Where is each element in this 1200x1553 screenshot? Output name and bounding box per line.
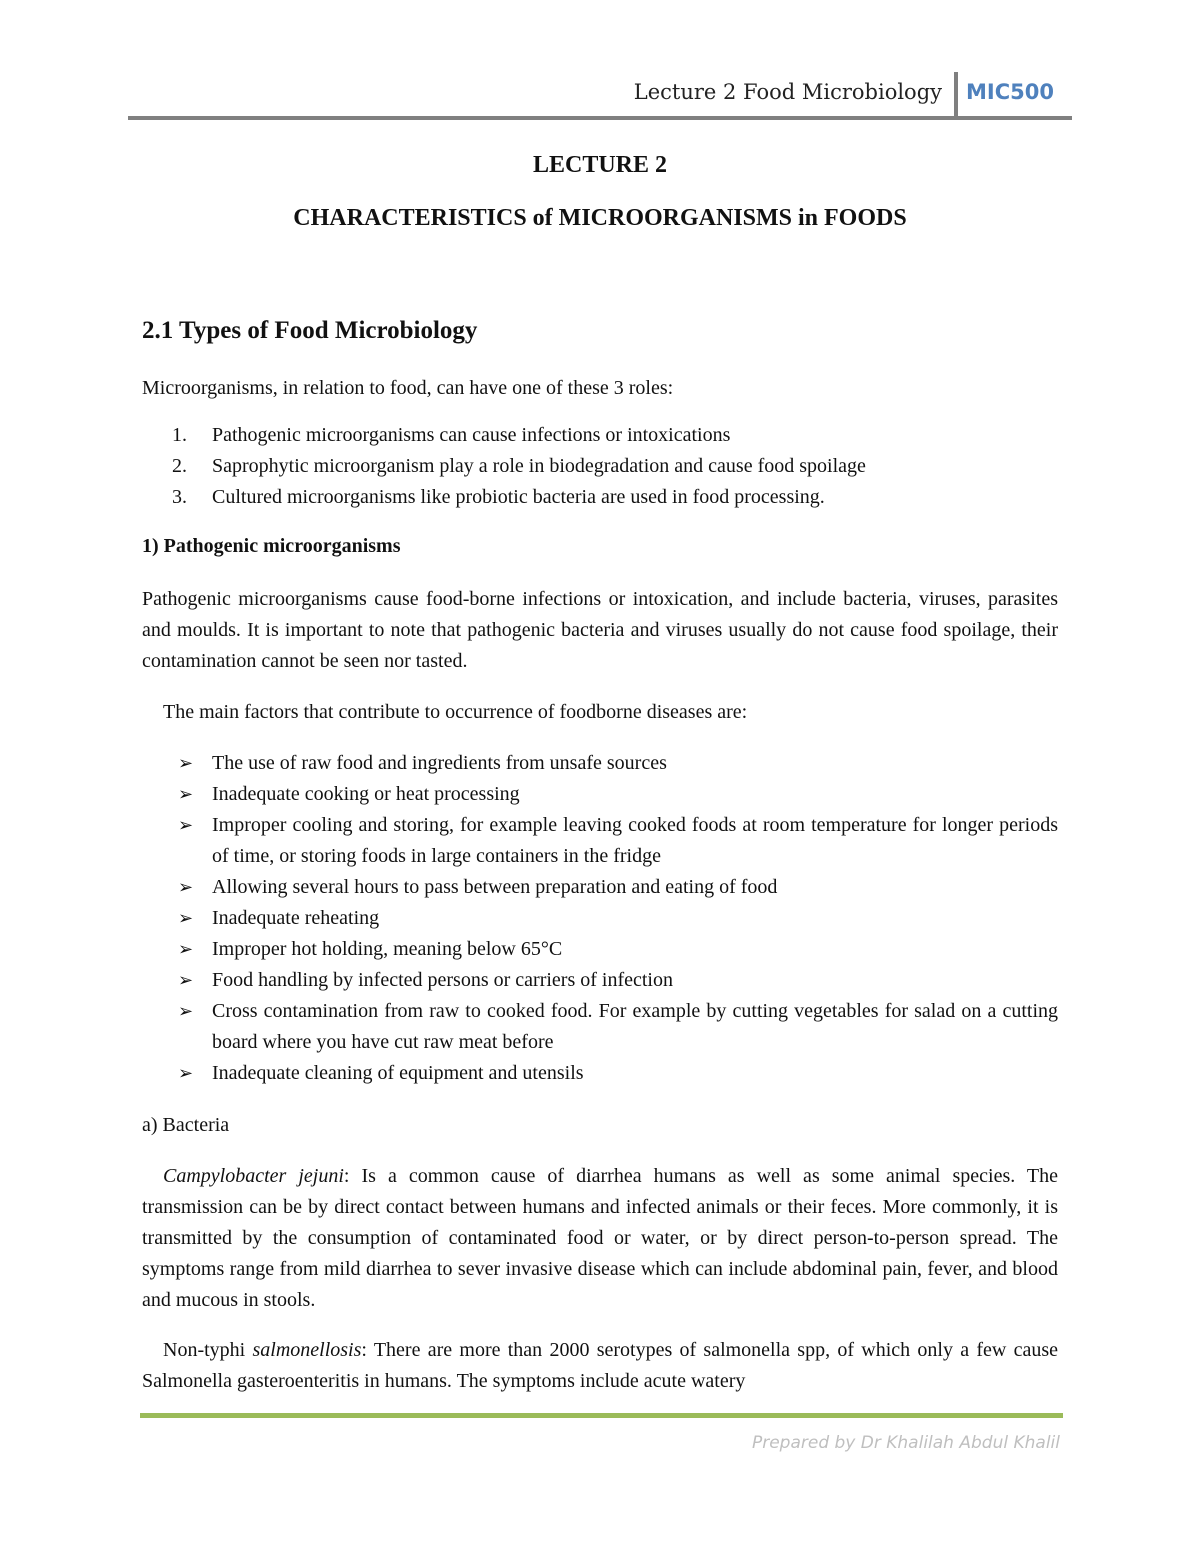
- bullet-text: Improper cooling and storing, for example leaving cooked foods at room temperature for longer periods of time, or storing foods in large containers in the fridge: [212, 814, 1058, 867]
- bullet-text: Allowing several hours to pass between preparation and eating of food: [212, 876, 778, 898]
- campylobacter-text: : Is a common cause of diarrhea humans as well as some animal species. The transmission can be by direct contact between humans and infected animals or their feces. More commonly, it is transmitted by the consumption of contaminated food or water, or by direct person-to-person spread. The symptoms range from mild diarrhea to sever invasive disease which can include abdominal pain, fever, and blood and mucous in stools.: [142, 1165, 1059, 1311]
- list-item: [142, 965, 1058, 996]
- page-header: [128, 70, 1072, 120]
- list-item: [142, 420, 1058, 451]
- footer-rule: [140, 1413, 1063, 1418]
- bullet-text: Food handling by infected persons or carriers of infection: [212, 969, 673, 991]
- list-number: 3.: [172, 486, 187, 508]
- campylobacter-paragraph: [142, 1161, 1058, 1316]
- lecture-title: LECTURE 2: [532, 152, 668, 178]
- factors-list: [142, 748, 1058, 1089]
- arrow-bullet-icon: ➢: [178, 908, 194, 928]
- course-code: MIC500: [966, 80, 1054, 104]
- arrow-bullet-icon: ➢: [178, 815, 194, 835]
- list-item: [142, 748, 1058, 779]
- list-item: [142, 810, 1058, 872]
- arrow-bullet-icon: ➢: [178, 877, 194, 897]
- list-text: Saprophytic microorganism play a role in biodegradation and cause food spoilage: [212, 455, 866, 477]
- salmonella-paragraph: [142, 1335, 1058, 1397]
- list-number: 2.: [172, 455, 187, 477]
- bullet-text: The use of raw food and ingredients from unsafe sources: [212, 752, 667, 774]
- bullet-text: Cross contamination from raw to cooked food. For example by cutting vegetables for salad on a cutting board where you have cut raw meat before: [212, 1000, 1058, 1053]
- bacteria-heading: a) Bacteria: [142, 1114, 230, 1136]
- section-heading: 2.1 Types of Food Microbiology: [142, 317, 478, 344]
- arrow-bullet-icon: ➢: [178, 1063, 194, 1083]
- pathogenic-heading: 1) Pathogenic microorganisms: [142, 535, 401, 557]
- header-divider: [954, 72, 958, 118]
- section-intro: Microorganisms, in relation to food, can have one of these 3 roles:: [142, 377, 674, 399]
- bullet-text: Inadequate cooking or heat processing: [212, 783, 520, 805]
- list-item: [142, 482, 1058, 513]
- list-item: [142, 934, 1058, 965]
- list-item: [142, 872, 1058, 903]
- list-item: [142, 779, 1058, 810]
- species-name: Campylobacter jejuni: [163, 1165, 344, 1187]
- arrow-bullet-icon: ➢: [178, 784, 194, 804]
- topic-title: CHARACTERISTICS of MICROORGANISMS in FOODS: [293, 205, 907, 231]
- bullet-text: Inadequate cleaning of equipment and utensils: [212, 1062, 584, 1084]
- bullet-text: Inadequate reheating: [212, 907, 380, 929]
- salmonella-text: : There are more than 2000 serotypes of salmonella spp, of which only a few cause Salmonella gasteroenteritis in humans. The symptoms include acute watery: [142, 1339, 1058, 1392]
- list-item: [142, 903, 1058, 934]
- list-item: [142, 996, 1058, 1058]
- arrow-bullet-icon: ➢: [178, 1001, 194, 1021]
- list-number: 1.: [172, 424, 187, 446]
- arrow-bullet-icon: ➢: [178, 970, 194, 990]
- header-title: Lecture 2 Food Microbiology: [633, 80, 942, 104]
- list-item: [142, 451, 1058, 482]
- salmonella-prefix: Non-typhi: [163, 1339, 253, 1361]
- bullet-text: Improper hot holding, meaning below 65°C: [212, 938, 563, 960]
- species-name: salmonellosis: [252, 1339, 362, 1361]
- list-text: Cultured microorganisms like probiotic bacteria are used in food processing.: [212, 486, 825, 508]
- list-text: Pathogenic microorganisms can cause infections or intoxications: [212, 424, 731, 446]
- roles-list: [142, 420, 1058, 513]
- factors-intro: The main factors that contribute to occurrence of foodborne diseases are:: [163, 701, 748, 723]
- list-item: [142, 1058, 1058, 1089]
- arrow-bullet-icon: ➢: [178, 753, 194, 773]
- pathogenic-paragraph: Pathogenic microorganisms cause food-borne infections or intoxication, and include bacteria, viruses, parasites and moulds. It is important to note that pathogenic bacteria and viruses usually do not cause food spoilage, their contamination cannot be seen nor tasted.: [142, 588, 1058, 672]
- header-rule: [128, 116, 1072, 120]
- arrow-bullet-icon: ➢: [178, 939, 194, 959]
- footer-credit: Prepared by Dr Khalilah Abdul Khalil: [751, 1433, 1060, 1453]
